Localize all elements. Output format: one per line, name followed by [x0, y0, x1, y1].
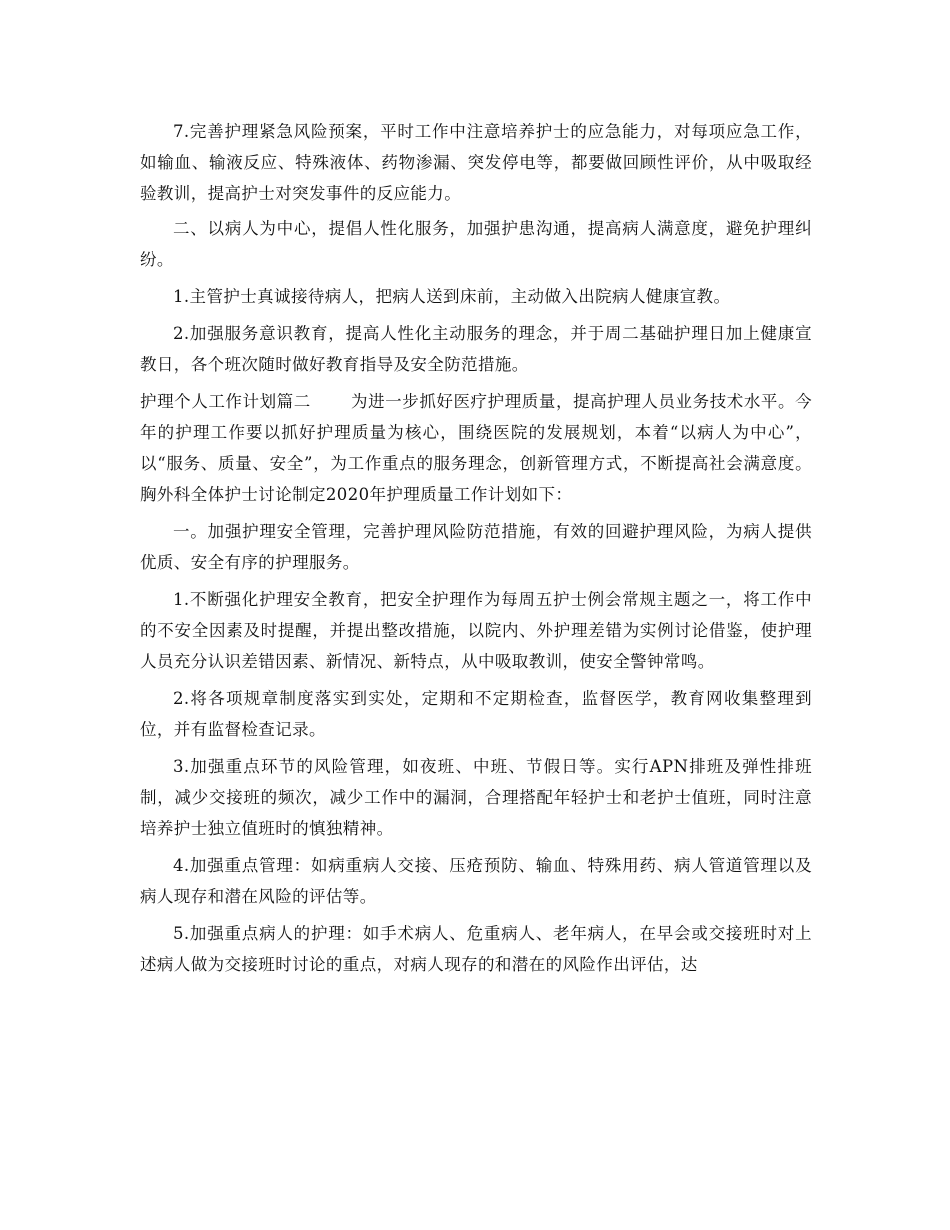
- section-two-intro-paragraph: [140, 386, 812, 510]
- paragraph-key-management: 4.加强重点管理：如病重病人交接、压疮预防、输血、特殊用药、病人管道管理以及病人现存和潜在风险的评估等。: [140, 856, 812, 906]
- paragraph-risk-management: 3.加强重点环节的风险管理，如夜班、中班、节假日等。实行APN排班及弹性排班制，减少交接班的频次，减少工作中的漏洞，合理搭配年轻护士和老护士值班，同时注意培养护士独立值班时的慎独精神。: [140, 757, 812, 838]
- paragraph-service-awareness: 2.加强服务意识教育，提高人性化主动服务的理念，并于周二基础护理日加上健康宣教日，各个班次随时做好教育指导及安全防范措施。: [140, 324, 812, 374]
- section-intro-text: 为进一步抓好医疗护理质量，提高护理人员业务技术水平。今年的护理工作要以抓好护理质量为核心，围绕医院的发展规划，本着“以病人为中心”，以“服务、质量、安全”，为工作重点的服务理念，创新管理方式，不断提高社会满意度。胸外科全体护士讨论制定2020年护理质量工作计划如下：: [140, 392, 812, 504]
- section-title: 护理个人工作计划篇二: [140, 392, 311, 411]
- paragraph-safety-management: 一。加强护理安全管理，完善护理风险防范措施，有效的回避护理风险，为病人提供优质、安全有序的护理服务。: [140, 522, 812, 572]
- paragraph-key-patient-care: 5.加强重点病人的护理：如手术病人、危重病人、老年病人，在早会或交接班时对上述病人做为交接班时讨论的重点，对病人现存的和潜在的风险作出评估，达: [140, 924, 812, 974]
- paragraph-rules-implementation: 2.将各项规章制度落实到实处，定期和不定期检查，监督医学，教育网收集整理到位，并有监督检查记录。: [140, 689, 812, 739]
- paragraph-emergency-plan: 7.完善护理紧急风险预案，平时工作中注意培养护士的应急能力，对每项应急工作，如输血、输液反应、特殊液体、药物渗漏、突发停电等，都要做回顾性评价，从中吸取经验教训，提高护士对突发事件的反应能力。: [140, 122, 812, 203]
- paragraph-reception: 1.主管护士真诚接待病人，把病人送到床前，主动做入出院病人健康宣教。: [173, 287, 731, 306]
- document-body: [140, 116, 812, 986]
- paragraph-safety-education: 1.不断强化护理安全教育，把安全护理作为每周五护士例会常规主题之一，将工作中的不安全因素及时提醒，并提出整改措施，以院内、外护理差错为实例讨论借鉴，使护理人员充分认识差错因素、新情况、新特点，从中吸取教训，使安全警钟常鸣。: [140, 590, 812, 671]
- paragraph-patient-centered: 二、以病人为中心，提倡人性化服务，加强护患沟通，提高病人满意度，避免护理纠纷。: [140, 219, 812, 269]
